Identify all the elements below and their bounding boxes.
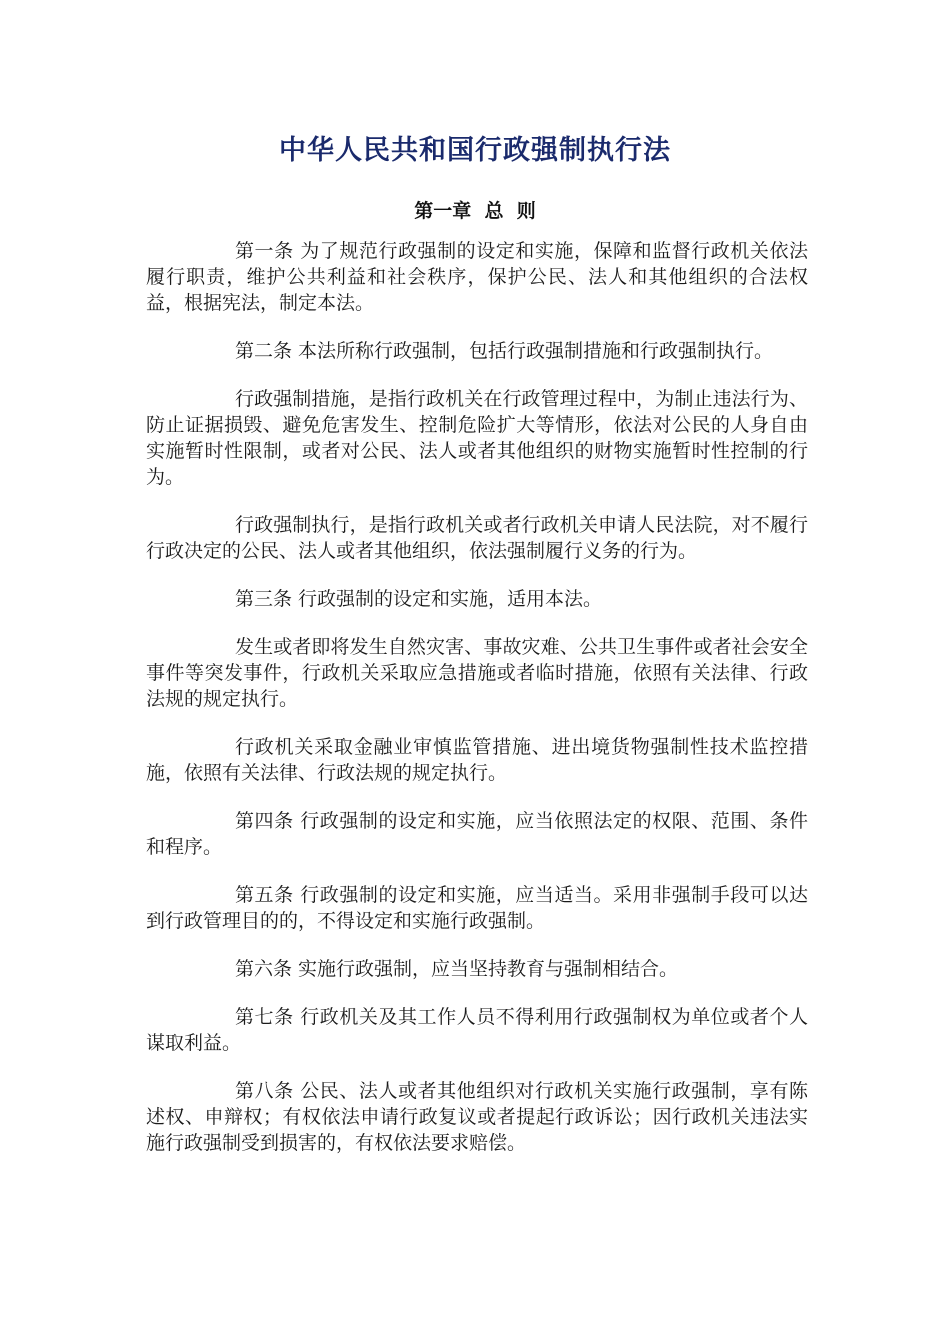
article-2-measures-paragraph: 行政强制措施，是指行政机关在行政管理过程中，为制止违法行为、防止证据损毁、避免危害发生、控制危险扩大等情形，依法对公民的人身自由实施暂时性限制，或者对公民、法人或者其他组织的财物实施暂时性控制的行为。: [146, 388, 808, 488]
article-1-paragraph: 第一条 为了规范行政强制的设定和实施，保障和监督行政机关依法履行职责，维护公共利益和社会秩序，保护公民、法人和其他组织的合法权益，根据宪法，制定本法。: [146, 240, 808, 314]
article-5-paragraph: 第五条 行政强制的设定和实施，应当适当。采用非强制手段可以达到行政管理目的的，不得设定和实施行政强制。: [146, 884, 808, 932]
article-3-emergency-paragraph: 发生或者即将发生自然灾害、事故灾难、公共卫生事件或者社会安全事件等突发事件，行政机关采取应急措施或者临时措施，依照有关法律、行政法规的规定执行。: [146, 636, 808, 710]
article-7-paragraph: 第七条 行政机关及其工作人员不得利用行政强制权为单位或者个人谋取利益。: [146, 1006, 808, 1054]
article-6-paragraph: 第六条 实施行政强制，应当坚持教育与强制相结合。: [235, 958, 679, 980]
article-3-financial-paragraph: 行政机关采取金融业审慎监管措施、进出境货物强制性技术监控措施，依照有关法律、行政法规的规定执行。: [146, 736, 808, 784]
chapter-heading: 第一章 总 则: [414, 200, 536, 222]
document-body: [146, 238, 808, 1178]
article-4-paragraph: 第四条 行政强制的设定和实施，应当依照法定的权限、范围、条件和程序。: [146, 810, 808, 858]
article-2-enforcement-paragraph: 行政强制执行，是指行政机关或者行政机关申请人民法院，对不履行行政决定的公民、法人或者其他组织，依法强制履行义务的行为。: [146, 514, 808, 562]
article-3-paragraph: 第三条 行政强制的设定和实施，适用本法。: [235, 588, 603, 610]
article-2-paragraph: 第二条 本法所称行政强制，包括行政强制措施和行政强制执行。: [235, 340, 774, 362]
document-title: 中华人民共和国行政强制执行法: [279, 135, 671, 166]
article-8-paragraph: 第八条 公民、法人或者其他组织对行政机关实施行政强制，享有陈述权、申辩权；有权依法申请行政复议或者提起行政诉讼；因行政机关违法实施行政强制受到损害的，有权依法要求赔偿。: [146, 1080, 808, 1154]
